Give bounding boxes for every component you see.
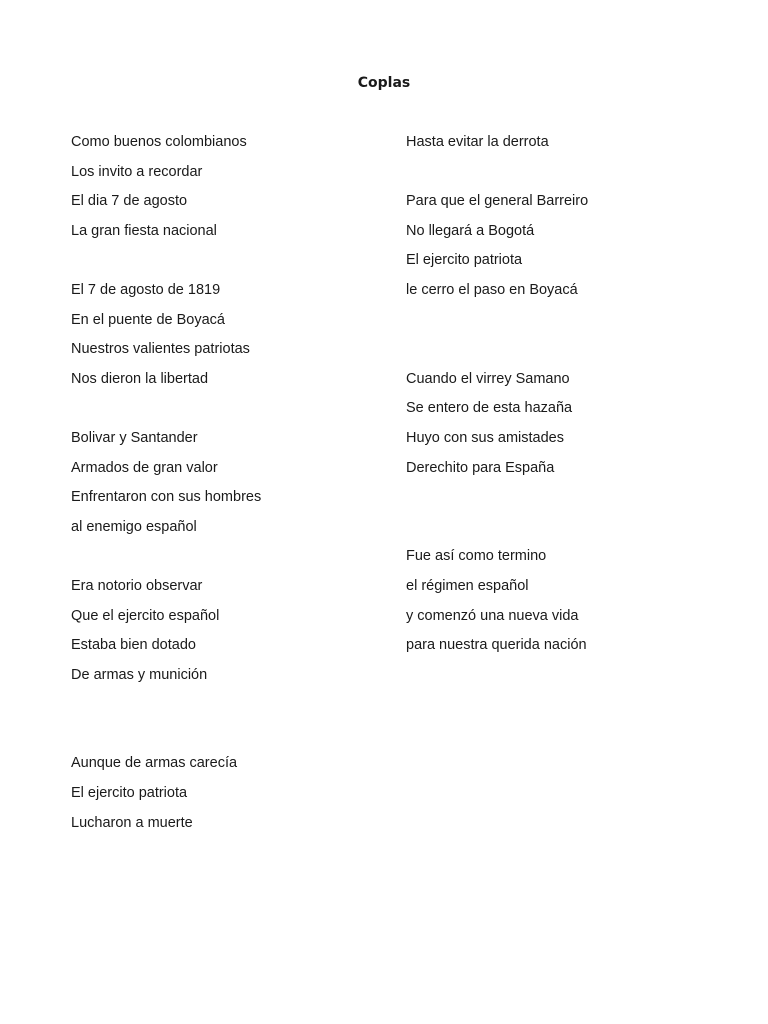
- poem-line: Huyo con sus amistades: [406, 429, 564, 446]
- poem-line: El dia 7 de agosto: [71, 193, 188, 210]
- poem-left-column: [71, 130, 371, 840]
- poem-line: le cerro el paso en Boyacá: [406, 281, 578, 298]
- poem-line: y comenzó una nueva vida: [406, 607, 579, 624]
- poem-line: Nuestros valientes patriotas: [71, 341, 250, 358]
- poem-line: Los invito a recordar: [71, 163, 203, 180]
- poem-line: Bolivar y Santander: [71, 429, 198, 446]
- poem-line: Armados de gran valor: [71, 459, 218, 476]
- poem-line: Era notorio observar: [71, 577, 203, 594]
- poem-line: Se entero de esta hazaña: [406, 400, 573, 417]
- poem-line: [406, 485, 726, 515]
- poem-line: El 7 de agosto de 1819: [71, 281, 221, 298]
- poem-line: [71, 248, 371, 278]
- poem-line: No llegará a Bogotá: [406, 222, 535, 239]
- poem-line: Estaba bien dotado: [71, 637, 196, 654]
- poem-line: [406, 337, 726, 367]
- poem-right-column: [406, 130, 726, 663]
- poem-line: De armas y munición: [71, 666, 208, 683]
- poem-line: al enemigo español: [71, 518, 197, 535]
- poem-line: Nos dieron la libertad: [71, 370, 209, 387]
- poem-line: En el puente de Boyacá: [71, 311, 225, 328]
- poem-line: Lucharon a muerte: [71, 814, 193, 831]
- poem-line: El ejercito patriota: [71, 785, 188, 802]
- poem-line: Cuando el virrey Samano: [406, 370, 570, 387]
- poem-line: [71, 722, 371, 752]
- poem-line: el régimen español: [406, 577, 529, 594]
- poem-line: [71, 396, 371, 426]
- poem-line: Enfrentaron con sus hombres: [71, 489, 262, 506]
- poem-line: [406, 160, 726, 190]
- poem-line: Como buenos colombianos: [71, 134, 247, 150]
- poem-line: [71, 692, 371, 722]
- poem-line: Fue así como termino: [406, 548, 547, 565]
- poem-line: Aunque de armas carecía: [71, 755, 238, 772]
- poem-line: Que el ejercito español: [71, 607, 220, 624]
- poem-line: El ejercito patriota: [406, 252, 523, 269]
- poem-line: [406, 308, 726, 338]
- poem-line: Hasta evitar la derrota: [406, 134, 549, 150]
- poem-line: Para que el general Barreiro: [406, 193, 589, 210]
- document-title: Coplas: [357, 75, 411, 91]
- poem-line: La gran fiesta nacional: [71, 222, 217, 239]
- poem-line: [406, 515, 726, 545]
- poem-line: Derechito para España: [406, 459, 555, 476]
- poem-line: para nuestra querida nación: [406, 637, 587, 654]
- poem-line: [71, 544, 371, 574]
